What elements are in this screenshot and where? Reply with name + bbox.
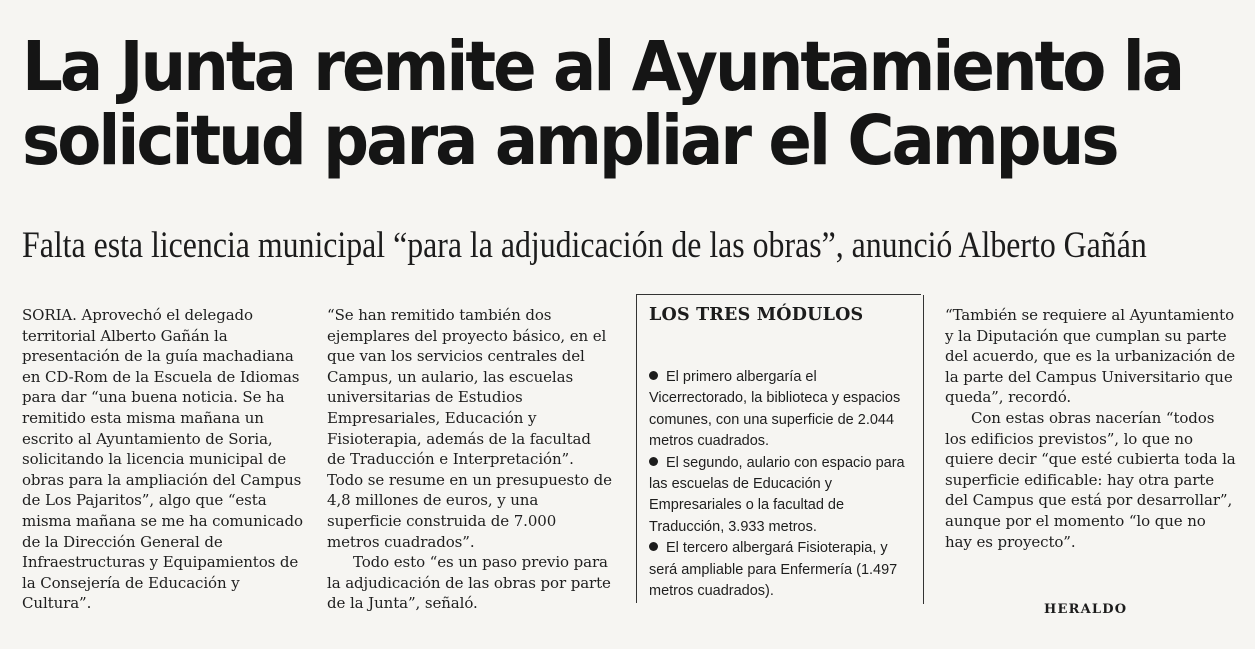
list-item-text: El segundo, aulario con espacio para las escuelas de Educación y Empresariales o la facultad de Traducción, 3.933 metros. bbox=[649, 454, 905, 535]
subtitle: Falta esta licencia municipal “para la adjudicación de las obras”, anunció Alberto Gañán bbox=[22, 225, 1147, 266]
list-item-text: El tercero albergará Fisioterapia, y será ampliable para Enfermería (1.497 metros cuadrados). bbox=[649, 540, 898, 600]
headline bbox=[22, 27, 1183, 181]
bullet-icon bbox=[649, 542, 658, 551]
headline-line-2: solicitud para ampliar el Campus bbox=[22, 101, 1117, 181]
column-2 bbox=[327, 305, 613, 614]
bullet-icon bbox=[649, 371, 658, 380]
column-1 bbox=[22, 305, 306, 614]
paragraph: “También se requiere al Ayuntamiento y la Diputación que cumplan su parte del acuerdo, que es la urbanización de la parte del Campus Universitario que queda”, recordó. bbox=[945, 306, 1236, 407]
list-item bbox=[649, 367, 917, 453]
signature: HERALDO bbox=[1044, 602, 1128, 617]
paragraph: Todo esto “es un paso previo para la adjudicación de las obras por parte de la Junta”, señaló. bbox=[327, 553, 611, 613]
sidebar-box bbox=[636, 294, 921, 603]
sidebar-list bbox=[649, 367, 917, 602]
list-item bbox=[649, 453, 917, 539]
bullet-icon bbox=[649, 457, 658, 466]
column-4 bbox=[945, 305, 1237, 552]
list-item bbox=[649, 538, 917, 602]
list-item-text: El primero albergaría el Vicerrectorado, la biblioteca y espacios comunes, con una superficie de 2.044 metros cuadrados. bbox=[649, 369, 901, 450]
paragraph: “Se han remitido también dos ejemplares del proyecto básico, en el que van los servicios centrales del Campus, un aulario, las escuelas universitarias de Estudios Empresariales, Educación y Fisioterapia, además de la facultad de Traducción e Interpretación”. Todo se resume en un presupuesto de 4,8 millones de euros, y una superficie construida de 7.000 metros cuadrados”. bbox=[327, 306, 612, 551]
paragraph: Con estas obras nacerían “todos los edificios previstos”, lo que no quiere decir “que esté cubierta toda la superficie edificable: hay otra parte del Campus que está por desarrollar”, aunque por el momento “lo que no hay es proyecto”. bbox=[945, 408, 1236, 551]
sidebar-title: LOS TRES MÓDULOS bbox=[649, 305, 864, 325]
headline-line-1: La Junta remite al Ayuntamiento la bbox=[22, 27, 1183, 107]
paragraph: SORIA. Aprovechó el delegado territorial Alberto Gañán la presentación de la guía machadiana en CD-Rom de la Escuela de Idiomas para dar “una buena noticia. Se ha remitido esta misma mañana un escrito al Ayuntamiento de Soria, solicitando la licencia municipal de obras para la ampliación del Campus de Los Pajaritos”, algo que “esta misma mañana se me ha comunicado de la Dirección General de Infraestructuras y Equipamientos de la Consejería de Educación y Cultura”. bbox=[22, 306, 303, 613]
